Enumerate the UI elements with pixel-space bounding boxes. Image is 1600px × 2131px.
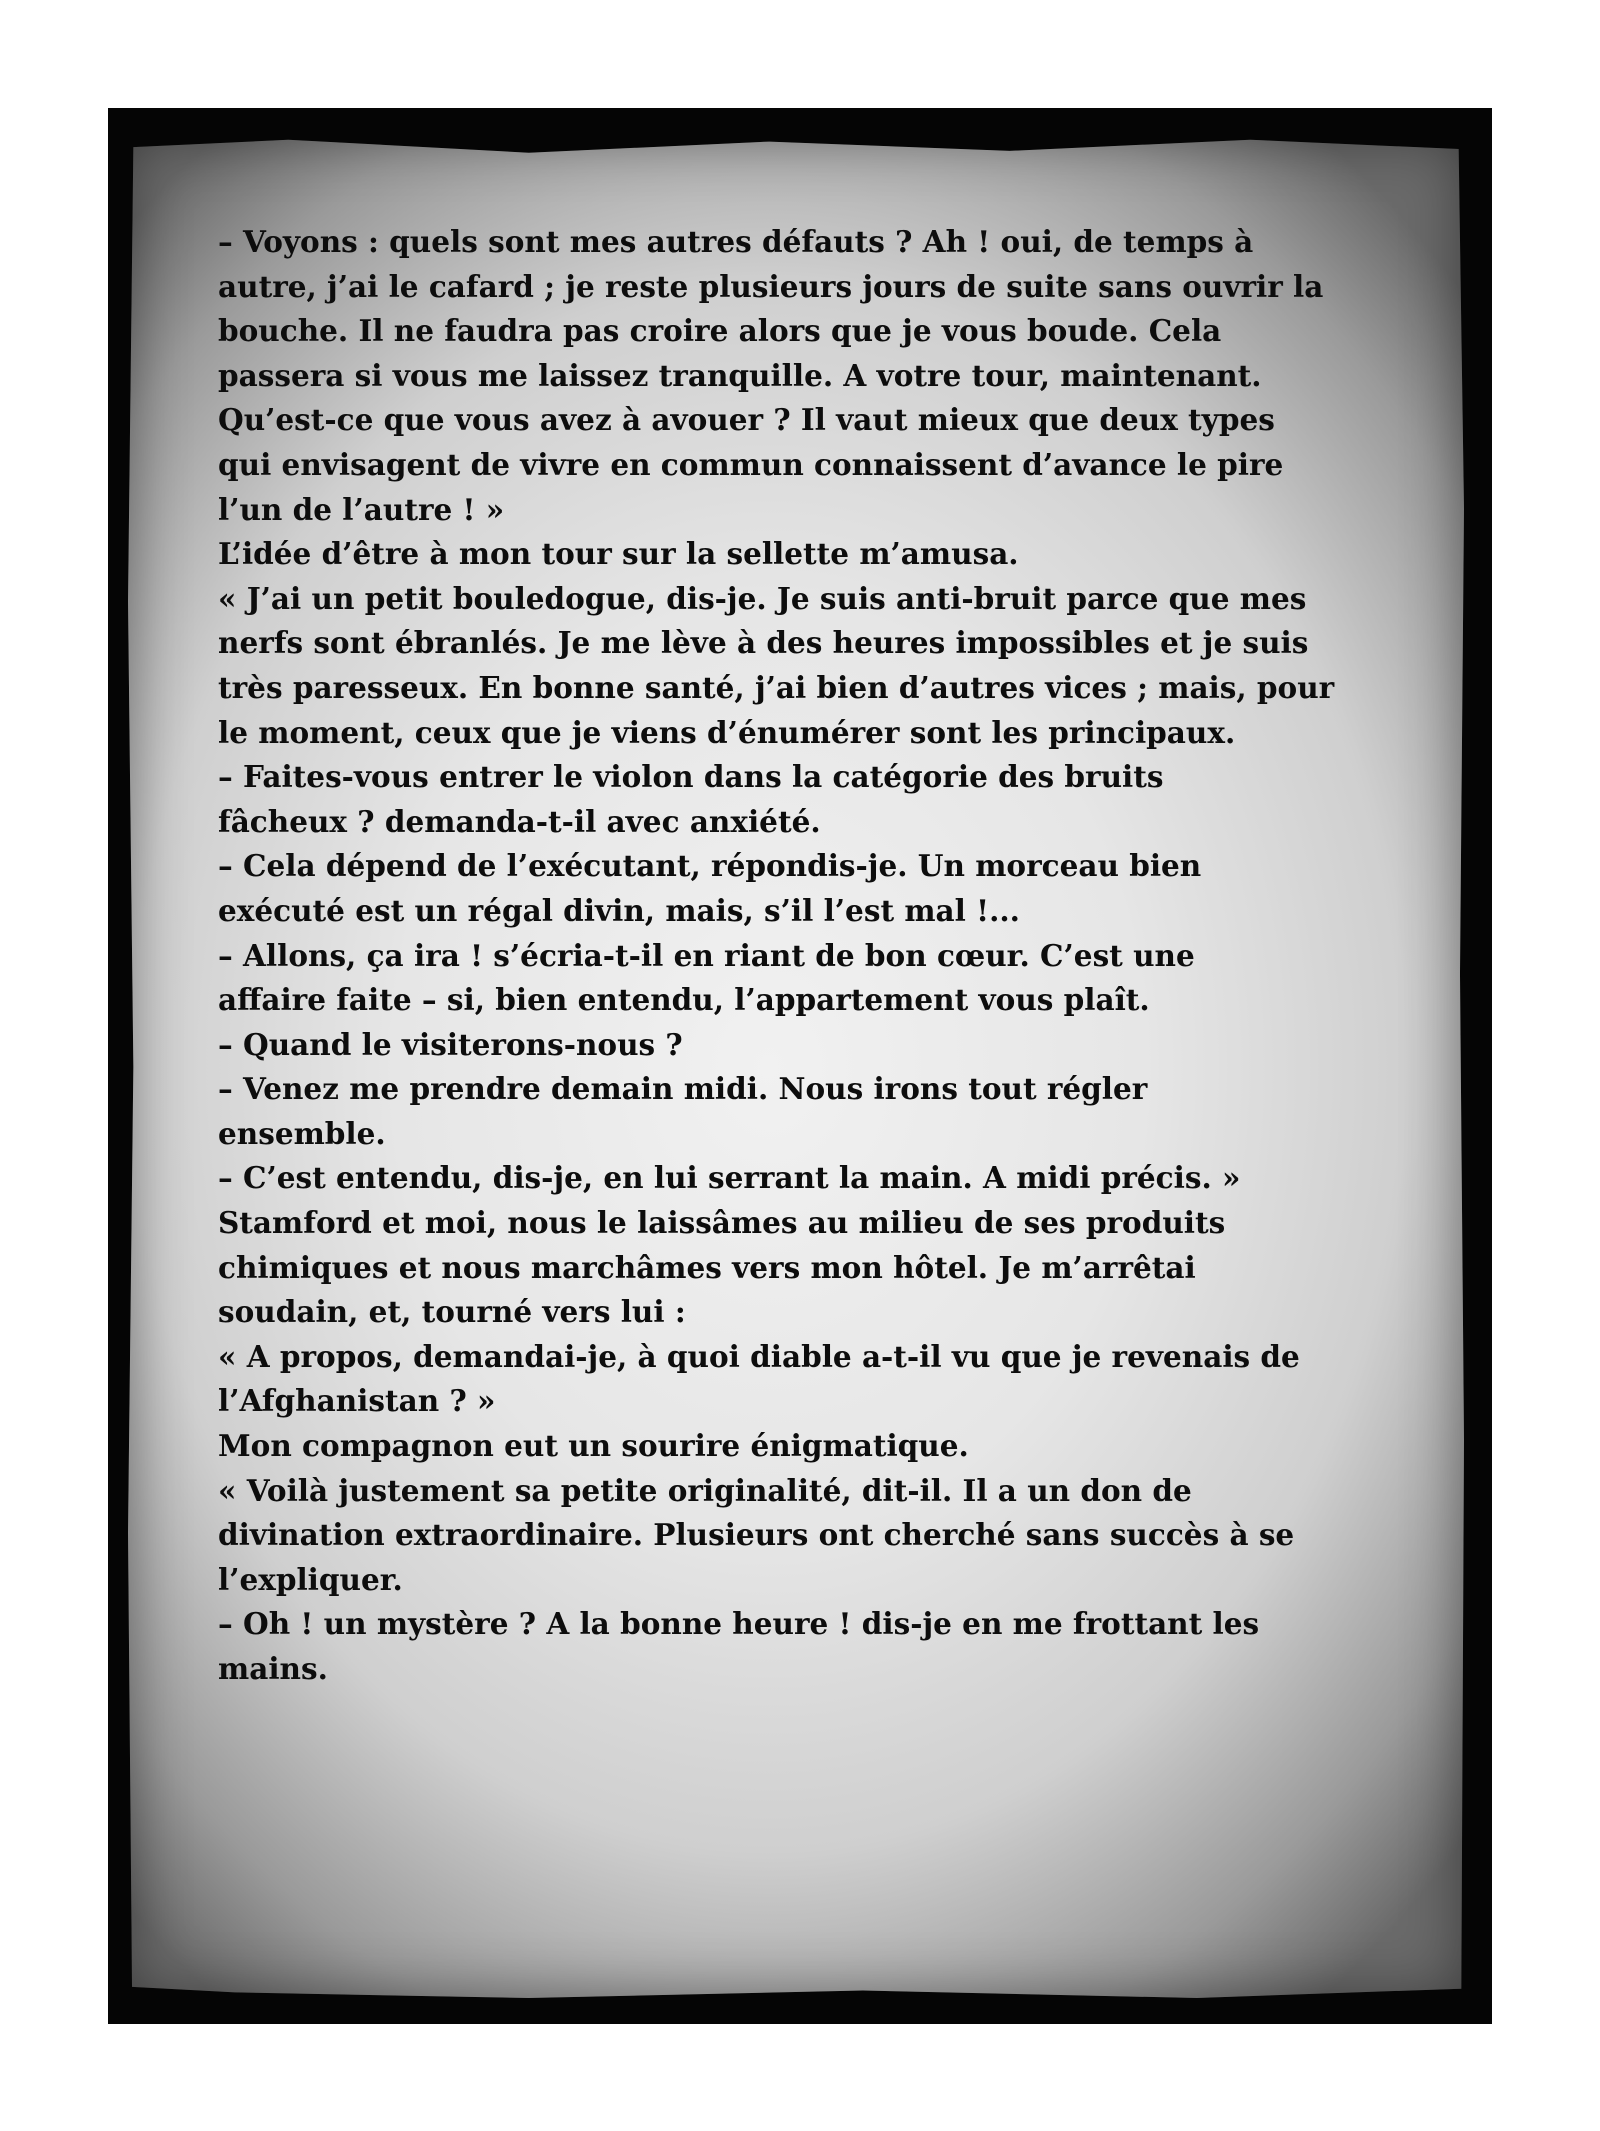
page-body-text — [218, 220, 1335, 1692]
text-line: bouche. Il ne faudra pas croire alors que je vous boude. Cela — [218, 313, 1222, 349]
text-line: « Voilà justement sa petite originalité, dit-il. Il a un don de — [218, 1472, 1192, 1508]
text-line: Stamford et moi, nous le laissâmes au milieu de ses produits — [218, 1205, 1226, 1241]
text-line: soudain, et, tourné vers lui : — [218, 1294, 686, 1330]
text-line: Mon compagnon eut un sourire énigmatique. — [218, 1428, 969, 1464]
text-line: autre, j’ai le cafard ; je reste plusieurs jours de suite sans ouvrir la — [218, 268, 1324, 304]
text-line: très paresseux. En bonne santé, j’ai bien d’autres vices ; mais, pour — [218, 669, 1335, 705]
text-line: passera si vous me laissez tranquille. A votre tour, maintenant. — [218, 357, 1262, 393]
text-line: l’Afghanistan ? » — [218, 1383, 496, 1419]
text-line: divination extraordinaire. Plusieurs ont cherché sans succès à se — [218, 1517, 1295, 1553]
text-line: « A propos, demandai-je, à quoi diable a-t-il vu que je revenais de — [218, 1338, 1300, 1374]
text-line: l’un de l’autre ! » — [218, 491, 505, 527]
text-line: chimiques et nous marchâmes vers mon hôtel. Je m’arrêtai — [218, 1249, 1196, 1285]
text-line: l’expliquer. — [218, 1561, 403, 1597]
text-line: nerfs sont ébranlés. Je me lève à des heures impossibles et je suis — [218, 625, 1309, 661]
text-line: – Venez me prendre demain midi. Nous irons tout régler — [218, 1071, 1148, 1107]
text-line: affaire faite – si, bien entendu, l’appartement vous plaît. — [218, 982, 1150, 1018]
text-line: le moment, ceux que je viens d’énumérer sont les principaux. — [218, 714, 1236, 750]
text-line: mains. — [218, 1651, 328, 1686]
text-line: – Faites-vous entrer le violon dans la catégorie des bruits — [218, 759, 1164, 795]
text-line: – Voyons : quels sont mes autres défauts ? Ah ! oui, de temps à — [218, 224, 1254, 259]
text-line: ensemble. — [218, 1115, 386, 1151]
text-line: – C’est entendu, dis-je, en lui serrant la main. A midi précis. » — [218, 1160, 1241, 1196]
text-line: fâcheux ? demanda-t-il avec anxiété. — [218, 803, 821, 839]
text-line: qui envisagent de vivre en commun connaissent d’avance le pire — [218, 446, 1284, 482]
text-line: – Oh ! un mystère ? A la bonne heure ! dis-je en me frottant les — [218, 1606, 1260, 1642]
text-line: L’idée d’être à mon tour sur la sellette m’amusa. — [218, 536, 1019, 572]
text-line: – Quand le visiterons-nous ? — [218, 1026, 683, 1062]
text-line: « J’ai un petit bouledogue, dis-je. Je suis anti-bruit parce que mes — [218, 580, 1307, 616]
text-line: Qu’est-ce que vous avez à avouer ? Il vaut mieux que deux types — [218, 402, 1275, 438]
text-line: exécuté est un régal divin, mais, s’il l’est mal !... — [218, 892, 1020, 928]
text-line: – Allons, ça ira ! s’écria-t-il en riant de bon cœur. C’est une — [218, 937, 1195, 973]
text-line: – Cela dépend de l’exécutant, répondis-je. Un morceau bien — [218, 848, 1202, 884]
